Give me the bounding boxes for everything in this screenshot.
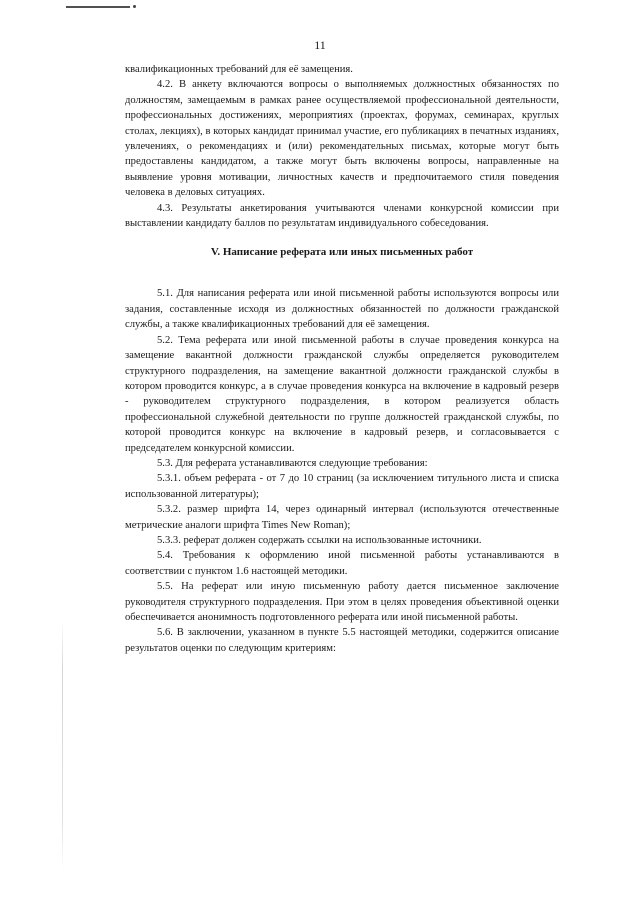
scan-artifact-edge: [62, 620, 63, 870]
paragraph-5-3-3: 5.3.3. реферат должен содержать ссылки на использованные источники.: [157, 534, 482, 546]
scan-artifact-dot: [133, 5, 136, 8]
document-body: [125, 62, 559, 656]
paragraph-5-3: 5.3. Для реферата устанавливаются следующие требования:: [157, 457, 428, 469]
paragraph-5-1: 5.1. Для написания реферата или иной письменной работы используются вопросы или задания, составленные исходя из должностных обязанностей по должности гражданской службы, а также квалификационных требований для её замещения.: [125, 288, 559, 331]
paragraph-continuation: квалификационных требований для её замещения.: [125, 64, 353, 75]
paragraph-5-4: 5.4. Требования к оформлению иной письменной работы устанавливаются в соответствии с пунктом 1.6 настоящей методики.: [125, 550, 559, 577]
paragraph-4-2: 4.2. В анкету включаются вопросы о выполняемых должностных обязанностях по должностям, замещаемым в рамках ранее осуществляемой профессиональной деятельности, профессиональных достижениях, мероприятиях (проектах, форумах, семинарах, круглых столах, лекциях), в которых кандидат принимал участие, его публикациях в печатных изданиях, увлечениях, о рекомендациях и (или) рекомендательных письмах, которые могут быть предоставлены кандидатом, а также могут быть включены вопросы, направленные на выявление уровня мотивации, личностных качеств и предпочитаемого стиля поведения человека в деловых ситуациях.: [125, 79, 559, 199]
page-number: 11: [314, 38, 326, 52]
paragraph-4-3: 4.3. Результаты анкетирования учитываются членами конкурсной комиссии при выставлении кандидату баллов по результатам индивидуального собеседования.: [125, 202, 559, 230]
paragraph-5-3-1: 5.3.1. объем реферата - от 7 до 10 страниц (за исключением титульного листа и списка использованной литературы);: [125, 473, 559, 500]
paragraph-5-2: 5.2. Тема реферата или иной письменной работы в случае проведения конкурса на замещение вакантной должности гражданской службы определяется руководителем структурного подразделения, на замещение вакантной должности гражданской службы в котором проводится конкурс, а в случае проведения конкурса на включение в кадровый резерв - руководителем структурного подразделения, в котором реализуется область профессиональной служебной деятельности по группе должностей гражданской службы, по которой проводится конкурс на включение в кадровый резерв, и согласовывается с председателем конкурсной комиссии.: [125, 334, 559, 454]
paragraph-5-6: 5.6. В заключении, указанном в пункте 5.5 настоящей методики, содержится описание результатов оценки по следующим критериям:: [125, 627, 559, 654]
paragraph-5-5: 5.5. На реферат или иную письменную работу дается письменное заключение руководителя структурного подразделения. При этом в целях проведения объективной оценки обеспечивается анонимность подготовленного реферата или иной письменной работы.: [125, 581, 559, 623]
paragraph-5-3-2: 5.3.2. размер шрифта 14, через одинарный интервал (используются отечественные метрические аналоги шрифта Times New Roman);: [125, 504, 559, 531]
section-heading: V. Написание реферата или иных письменных работ: [210, 246, 474, 259]
scan-artifact-line: [66, 6, 130, 8]
